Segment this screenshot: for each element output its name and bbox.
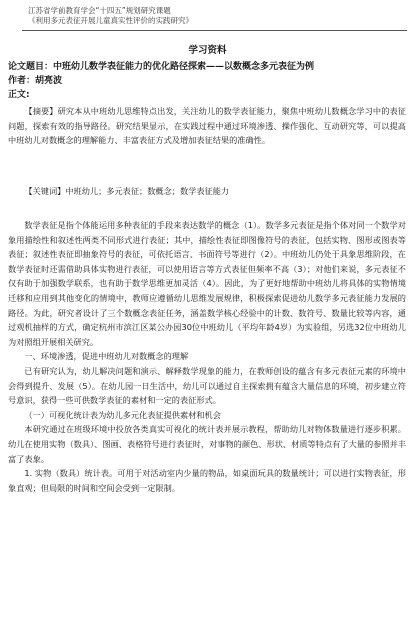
main-body bbox=[8, 218, 406, 495]
body-label: 正文: bbox=[8, 90, 30, 100]
header-line-1: 江苏省学前教育学会“十四五”规划研究课题 bbox=[28, 6, 171, 15]
author-line bbox=[8, 75, 62, 87]
paper-topic: 中班幼儿数学表征能力的优化路径探索——以数概念多元表征为例 bbox=[53, 62, 315, 72]
paragraph-statistics: 本研究通过在班级环境中投放各类真实可视化的统计表并展示教程，帮助幼儿对物体数量进行逐步积累。幼儿在使用实物（数具）、图画、表格符号进行表征时，对事物的颜色、形状、材质等特点有了大量的参照并丰富了表象。 bbox=[8, 424, 406, 464]
paragraph-environment: 已有研究认为，幼儿解决问题和演示、解释数学现象的能力，在教师创设的蕴含有多元表征元素的环境中会得到提升、发展（5）。在幼儿园一日生活中，幼儿可以通过自主探索拥有蕴含大量信息的环境，初步建立符号意识，获得一些可供数学表征的素材和一定的表征形式。 bbox=[8, 365, 406, 406]
document-title: 学习资料 bbox=[188, 45, 227, 56]
subsection-heading-1: （一）可视化统计表为幼儿多元化表征提供素材和机会 bbox=[24, 409, 221, 420]
header-line-2: 《利用多元表征开展儿童真实性评价的实践研究》 bbox=[28, 16, 193, 25]
keywords-block bbox=[8, 184, 406, 198]
header-divider bbox=[22, 30, 407, 31]
abstract-block bbox=[8, 104, 406, 148]
keywords-text: 【关键词】中班幼儿；多元表征；数概念；数学表征能力 bbox=[24, 186, 230, 196]
section-heading-1: 一、环境渗透，促进中班幼儿对数概念的理解 bbox=[24, 351, 189, 362]
author-label: 作者： bbox=[8, 76, 36, 86]
paragraph-intro: 数学表征是指个体能运用多种表征的手段来表达数学的概念（1）。数学多元表征是指个体对同一个数学对象用描绘性和叙述性两类不同形式进行表征；其中，描绘性表征即图像符号的表征，包括实物、图形或图表等表征；叙述性表征即抽象符号的表征，可依托语言、书面符号等进行（2）。中班幼儿仍处于具象思维阶段，在数学表征时还需借助具体实物进行表征，可以使用语言等方式表征但频率不高（3）；对他们来说，多元表征不仅有助于加强数学联系，也有助于数学思维更加灵活（4）。因此，为了更好地帮助中班幼儿将具体的实物情境迁移和应用到其他变化的情境中，教师应遵循幼儿思维发展规律，积极探索促进幼儿数学多元表征能力发展的路径。为此，研究者设计了三个数概念表征任务，涵盖数学核心经验中的计数、数符号、数量比较等内容，通过观机抽样的方式，确定杭州市滨江区某公办园30位中班幼儿（平均年龄4岁）为实验组，另选32位中班幼儿为对照组开展相关研究。 bbox=[8, 220, 406, 347]
paper-topic-line bbox=[8, 61, 314, 73]
page-header bbox=[28, 6, 358, 26]
author-name: 胡亮波 bbox=[35, 76, 63, 86]
abstract-text: 【摘要】研究本从中班幼儿思维特点出发，关注幼儿的数学表征能力，聚焦中班幼儿数概念学习中的表征问题，探索有效的指导路径。研究结果显示，在实践过程中通过环境渗透、操作强化、互动研究等，可以提高中班幼儿对数概念的理解能力、丰富表征方式及增加表征结果的准确性。 bbox=[8, 106, 406, 146]
paragraph-item-1: 1. 实物（数具）统计表。可用于对活动室内少量的物品，如桌面玩具的数量统计；可以进行实物表征，形象直观；但局限的时间和空间会受到一定限制。 bbox=[8, 468, 406, 493]
topic-label: 论文题目： bbox=[8, 62, 54, 72]
